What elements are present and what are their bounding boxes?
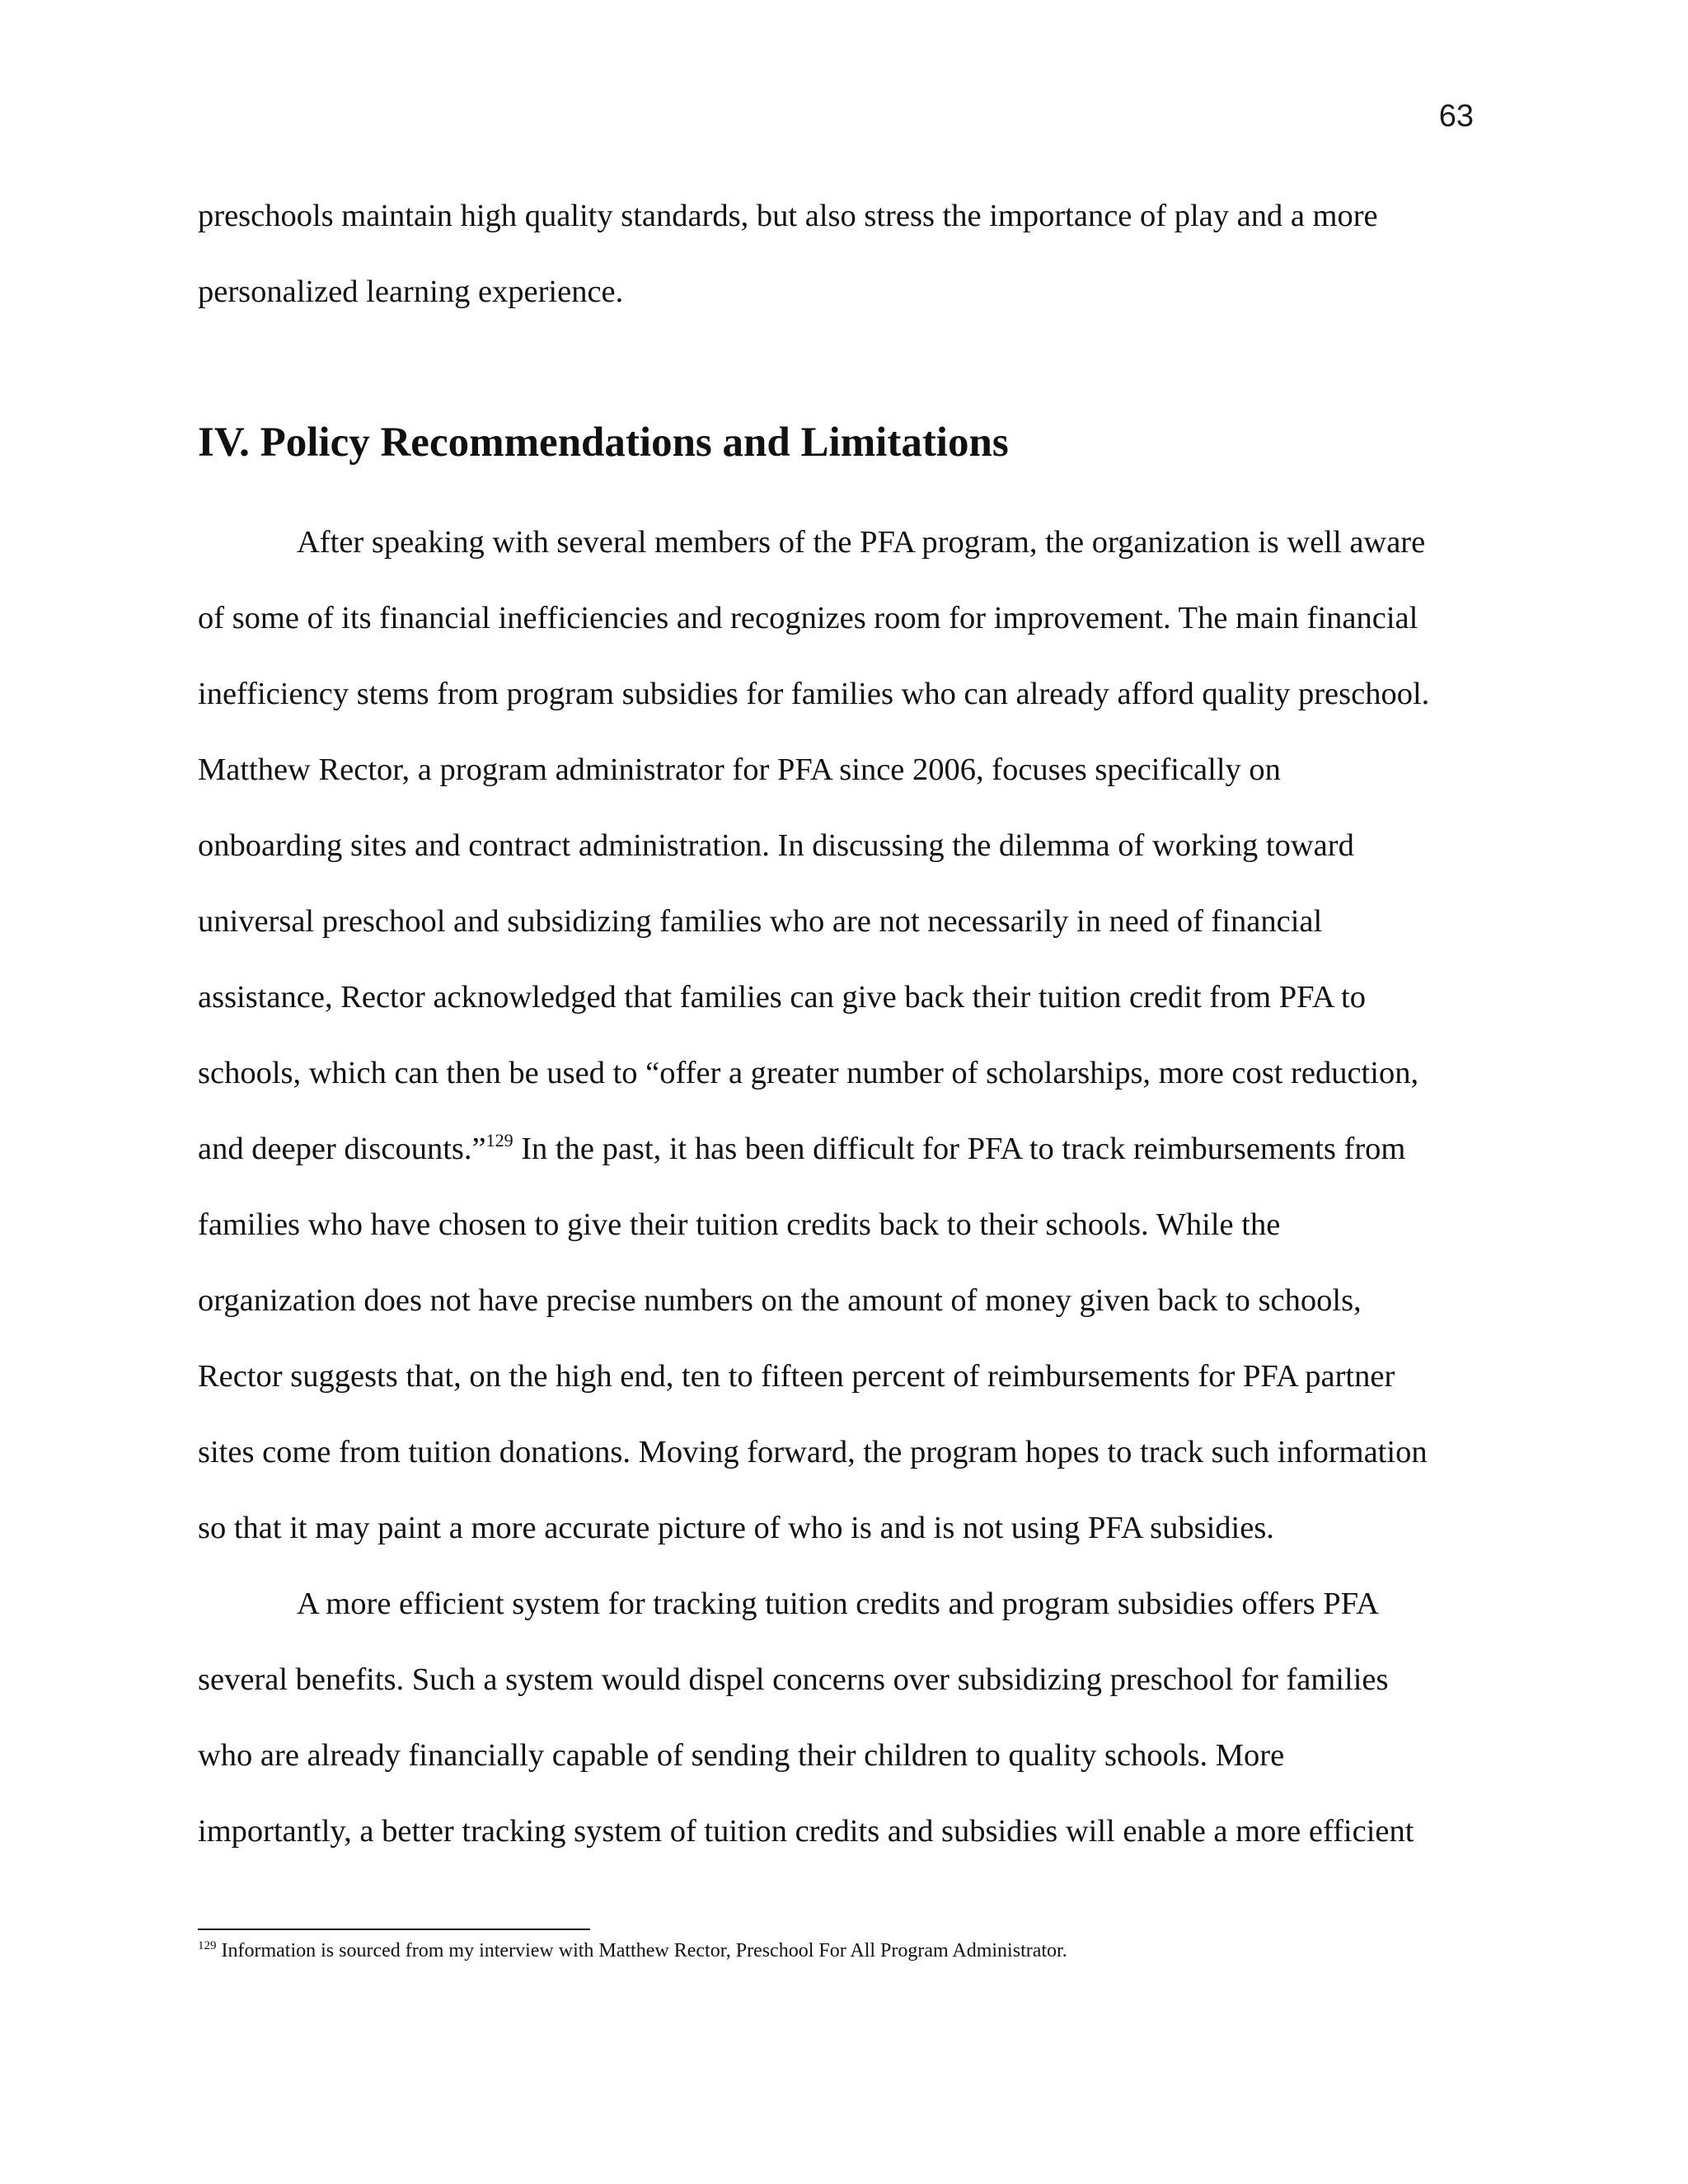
text-line: assistance, Rector acknowledged that families can give back their tuition credit from PFA to xyxy=(198,980,1366,1015)
footnote-reference: 129 xyxy=(485,1130,513,1151)
text-fragment: and deeper discounts.” xyxy=(198,1132,486,1166)
paragraph-2-first-line: A more efficient system for tracking tuition credits and program subsidies offers PFA xyxy=(297,1586,1380,1621)
section-heading: IV. Policy Recommendations and Limitations xyxy=(198,419,1009,466)
text-line: importantly, a better tracking system of tuition credits and subsidies will enable a more efficient xyxy=(198,1814,1414,1849)
paragraph-1-first-line: After speaking with several members of the PFA program, the organization is well aware xyxy=(297,525,1426,560)
footnote-text: Information is sourced from my interview with Matthew Rector, Preschool For All Program Administrator. xyxy=(216,1940,1067,1961)
footnote xyxy=(198,1938,1067,1963)
footnote-number: 129 xyxy=(198,1939,217,1952)
continued-paragraph xyxy=(198,178,1490,330)
text-line: sites come from tuition donations. Moving forward, the program hopes to track such information xyxy=(198,1435,1428,1469)
text-line: families who have chosen to give their tuition credits back to their schools. While the xyxy=(198,1207,1281,1242)
text-line: so that it may paint a more accurate picture of who is and is not using PFA subsidies. xyxy=(198,1511,1274,1545)
text-line: who are already financially capable of sending their children to quality schools. More xyxy=(198,1738,1285,1773)
text-line: onboarding sites and contract administration. In discussing the dilemma of working toward xyxy=(198,828,1354,863)
text-line: universal preschool and subsidizing families who are not necessarily in need of financial xyxy=(198,904,1323,939)
body-text xyxy=(198,504,1490,1869)
text-line: of some of its financial inefficiencies and recognizes room for improvement. The main financial xyxy=(198,601,1418,635)
text-line: preschools maintain high quality standards, but also stress the importance of play and a more xyxy=(198,199,1378,233)
text-line-with-footnote xyxy=(198,1111,1490,1187)
text-line: schools, which can then be used to “offer a greater number of scholarships, more cost reduction, xyxy=(198,1056,1419,1090)
text-line: personalized learning experience. xyxy=(198,274,624,309)
page-number: 63 xyxy=(1438,99,1474,134)
text-fragment: In the past, it has been difficult for PFA to track reimbursements from xyxy=(513,1132,1406,1166)
text-line: organization does not have precise numbers on the amount of money given back to schools, xyxy=(198,1283,1362,1318)
text-line: Rector suggests that, on the high end, ten to fifteen percent of reimbursements for PFA partner xyxy=(198,1359,1395,1394)
text-line: several benefits. Such a system would dispel concerns over subsidizing preschool for families xyxy=(198,1662,1389,1697)
text-line: inefficiency stems from program subsidies for families who can already afford quality preschool. xyxy=(198,677,1430,711)
footnote-divider xyxy=(198,1929,590,1930)
text-line: Matthew Rector, a program administrator for PFA since 2006, focuses specifically on xyxy=(198,752,1281,787)
